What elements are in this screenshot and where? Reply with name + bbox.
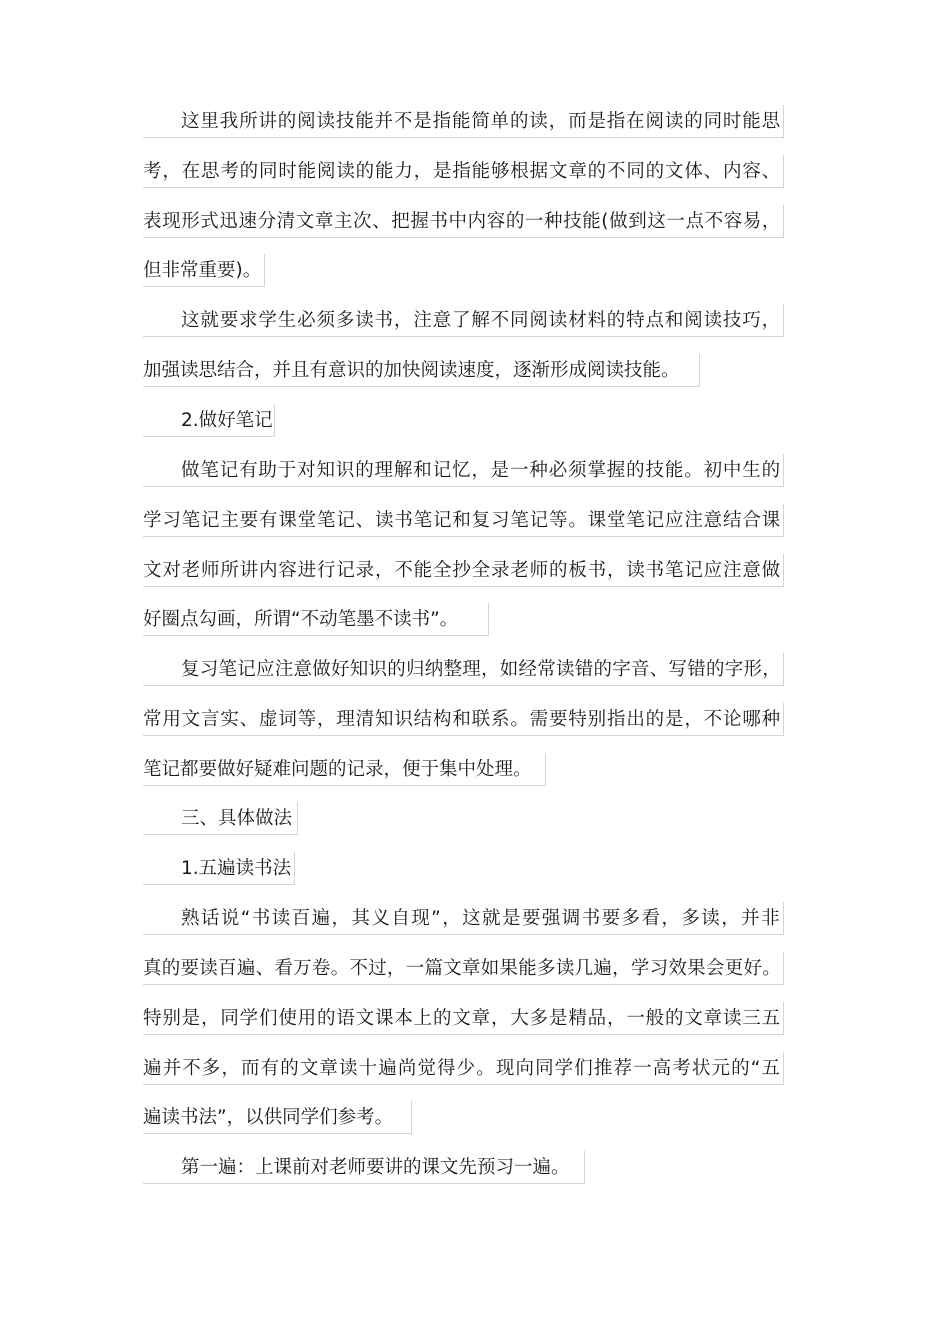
text-line: 笔记都要做好疑难问题的记录，便于集中处理。	[143, 753, 546, 786]
text-line: 好圈点勾画，所谓“不动笔墨不读书”。	[143, 603, 489, 636]
text-line: 复习笔记应注意做好知识的归纳整理，如经常读错的字音、写错的字形，	[143, 653, 784, 686]
text-line: 遍读书法”，以供同学们参考。	[143, 1101, 412, 1134]
text-line: 加强读思结合，并且有意识的加快阅读速度，逐渐形成阅读技能。	[143, 354, 700, 387]
section-heading: 1.五遍读书法	[143, 852, 295, 885]
text-line: 表现形式迅速分清文章主次、把握书中内容的一种技能(做到这一点不容易，	[143, 205, 784, 238]
text-line: 做笔记有助于对知识的理解和记忆，是一种必须掌握的技能。初中生的	[143, 454, 784, 487]
text-line: 考，在思考的同时能阅读的能力，是指能够根据文章的不同的文体、内容、	[143, 155, 784, 188]
text-line: 遍并不多，而有的文章读十遍尚觉得少。现向同学们推荐一高考状元的“五	[143, 1052, 784, 1085]
text-line: 学习笔记主要有课堂笔记、读书笔记和复习笔记等。课堂笔记应注意结合课	[143, 504, 784, 537]
text-line: 这就要求学生必须多读书，注意了解不同阅读材料的特点和阅读技巧，	[143, 304, 784, 337]
text-line: 特别是，同学们使用的语文课本上的文章，大多是精品，一般的文章读三五	[143, 1002, 784, 1035]
section-heading: 2.做好笔记	[143, 404, 275, 437]
text-line: 熟话说“书读百遍，其义自现”，这就是要强调书要多看，多读，并非	[143, 902, 784, 935]
text-line: 但非常重要)。	[143, 254, 265, 287]
text-line: 文对老师所讲内容进行记录，不能全抄全录老师的板书，读书笔记应注意做	[143, 554, 784, 587]
text-line: 第一遍：上课前对老师要讲的课文先预习一遍。	[143, 1151, 585, 1184]
text-line: 这里我所讲的阅读技能并不是指能简单的读，而是指在阅读的同时能思	[143, 105, 784, 138]
section-heading: 三、具体做法	[143, 802, 298, 835]
text-line: 真的要读百遍、看万卷。不过，一篇文章如果能多读几遍，学习效果会更好。	[143, 952, 784, 985]
text-line: 常用文言实、虚词等，理清知识结构和联系。需要特别指出的是，不论哪种	[143, 703, 784, 736]
